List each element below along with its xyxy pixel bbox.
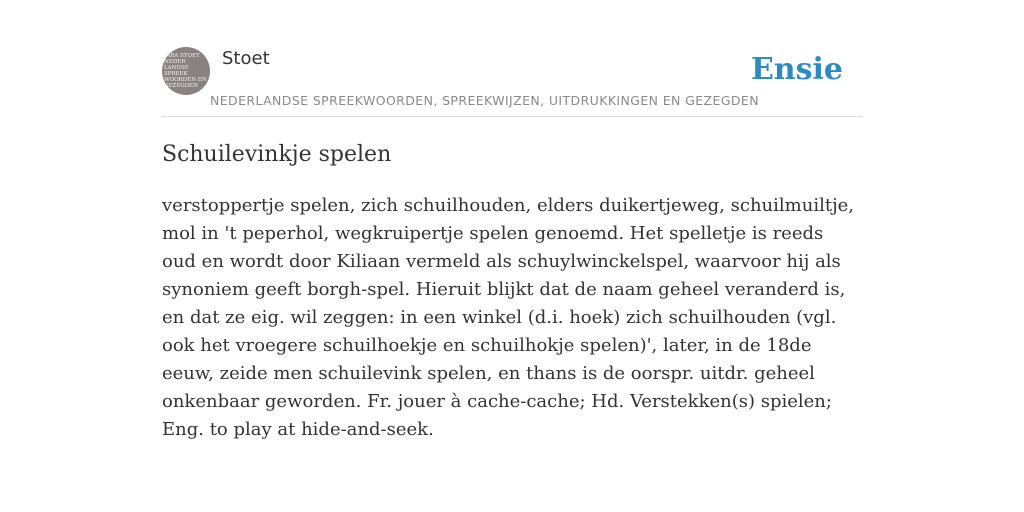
avatar-text: JARA STOET NEDER LANDSE SPREEK WOORDEN EN GEZEGDEN [164, 53, 207, 89]
author-name[interactable]: Stoet [222, 48, 270, 69]
entry-body: verstoppertje spelen, zich schuilhouden, elders duikertjeweg, schuilmuiltje, mol in 't peperhol, wegkruipertje spelen genoemd. Het spelletje is reeds oud en wordt door Kiliaan vermeld als schuylwinckelspel, waarvoor hij als synoniem geeft borgh-spel. Hieruit blijkt dat de naam geheel veranderd is, en dat ze eig. wil zeggen: in een winkel (d.i. hoek) zich schuilhouden (vgl. ook het vroegere schuilhoekje en schuilhokje spelen)', later, in de 18de eeuw, zeide men schuilevink spelen, en thans is de oorspr. uitdr. geheel onkenbaar geworden. Fr. jouer à cache-cache; Hd. Verstekken(s) spielen; Eng. to play at hide-and-seek. [162, 195, 855, 440]
header [162, 0, 862, 117]
avatar[interactable] [162, 47, 210, 95]
brand-logo[interactable]: Ensie [750, 52, 843, 87]
page-title: Schuilevinkje spelen [162, 142, 392, 167]
source-subtitle[interactable]: NEDERLANDSE SPREEKWOORDEN, SPREEKWIJZEN, UITDRUKKINGEN EN GEZEGDEN [210, 93, 759, 108]
